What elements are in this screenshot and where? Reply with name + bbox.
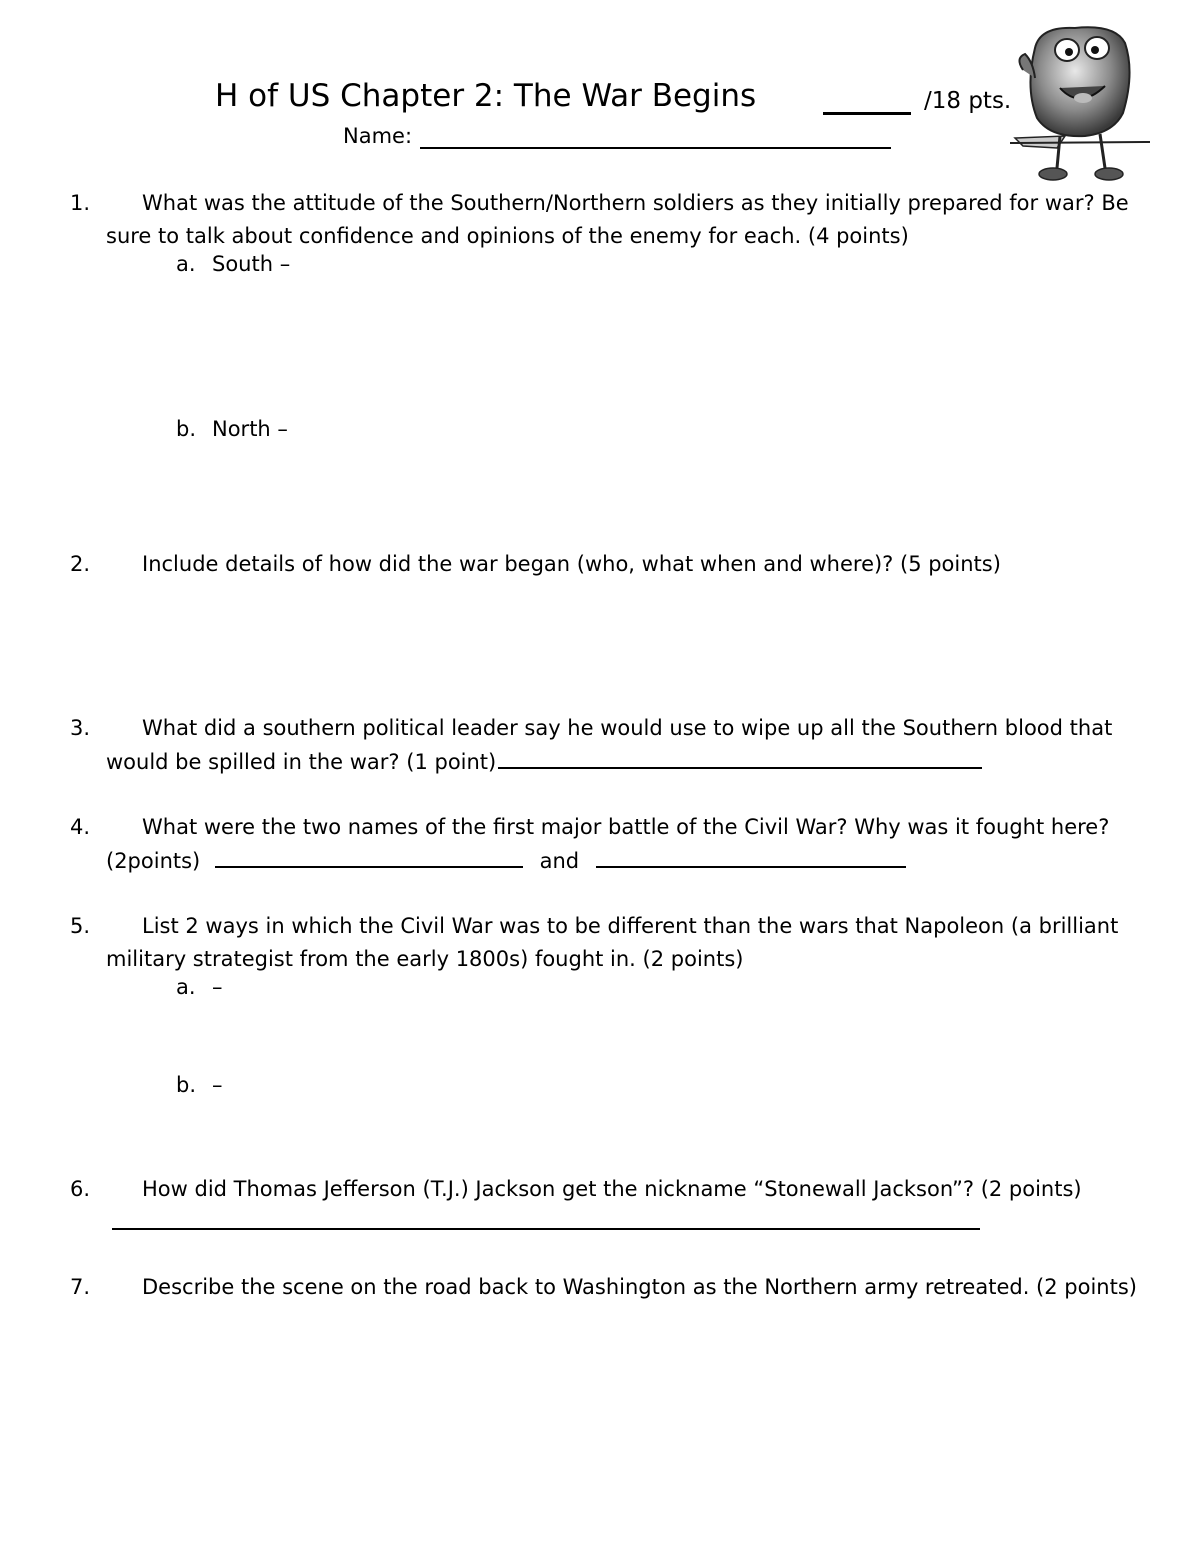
- sub-letter: a.: [176, 975, 196, 999]
- sub-letter: a.: [176, 252, 196, 276]
- question-number: 5.: [70, 914, 91, 938]
- sub-letter: b.: [176, 1073, 197, 1097]
- question-5b[interactable]: [176, 1073, 223, 1097]
- question-1b[interactable]: [176, 417, 288, 441]
- name-field[interactable]: [420, 147, 891, 149]
- question-text: List 2 ways in which the Civil War was to be different than the wars that Napoleon (a brilliant military strategist from the early 1800s) fought in. (2 points): [106, 914, 1119, 971]
- answer-blank[interactable]: [498, 745, 982, 769]
- question-number: 2.: [70, 552, 91, 576]
- question-text: How did Thomas Jefferson (T.J.) Jackson get the nickname “Stonewall Jackson”? (2 points): [106, 1173, 1156, 1239]
- question-text: What did a southern political leader say he would use to wipe up all the Southern blood that would be spilled in the war? (1 point): [106, 716, 1113, 774]
- question-text: What was the attitude of the Southern/Northern soldiers as they initially prepared for war? Be sure to talk about confidence and opinions of the enemy for each. (4 points): [106, 191, 1129, 248]
- question-1a[interactable]: [176, 252, 290, 276]
- sub-text: –: [212, 975, 223, 999]
- question-number: 6.: [70, 1177, 91, 1201]
- question-text: Describe the scene on the road back to Washington as the Northern army retreated. (2 points): [142, 1275, 1137, 1299]
- sub-text: South –: [212, 252, 291, 276]
- question-number: 7.: [70, 1275, 91, 1299]
- sub-text: North –: [212, 417, 288, 441]
- answer-blank-battle-name-1[interactable]: [215, 844, 523, 868]
- connector-and: and: [539, 848, 580, 873]
- answer-blank-battle-name-2[interactable]: [596, 844, 906, 868]
- question-text: Include details of how did the war began (who, what when and where)? (5 points): [142, 552, 1001, 576]
- score-total: /18 pts.: [924, 88, 1012, 114]
- question-text: What were the two names of the first major battle of the Civil War? Why was it fought here? (2points) and: [106, 815, 1110, 873]
- answer-blank[interactable]: [112, 1206, 980, 1230]
- cartoon-character-icon: [1005, 18, 1155, 183]
- question-number: 4.: [70, 815, 91, 839]
- question-5a[interactable]: [176, 975, 223, 999]
- question-number: 1.: [70, 191, 91, 215]
- score-blank[interactable]: [823, 112, 911, 115]
- sub-letter: b.: [176, 417, 197, 441]
- question-number: 3.: [70, 716, 91, 740]
- name-label: Name:: [343, 124, 413, 148]
- page-title: H of US Chapter 2: The War Begins: [215, 78, 757, 114]
- sub-text: –: [212, 1073, 223, 1097]
